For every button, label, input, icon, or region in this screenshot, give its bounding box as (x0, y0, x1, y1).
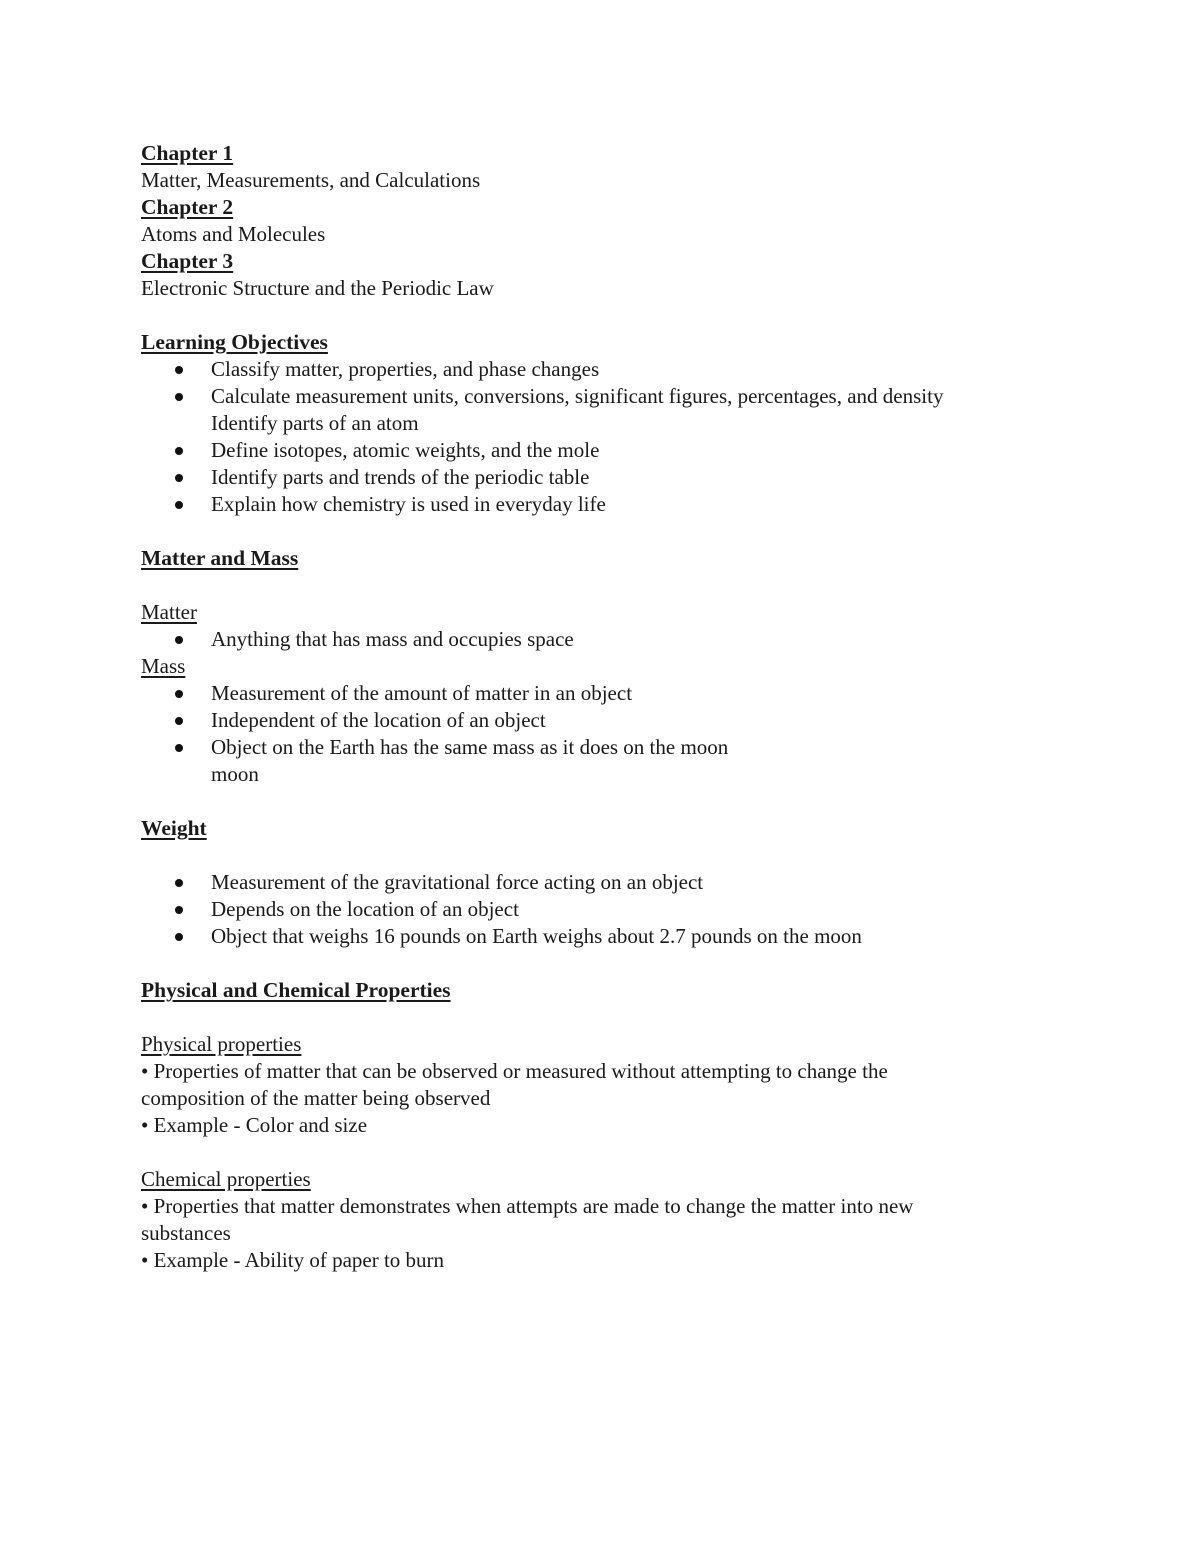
paragraph-line: • Example - Color and size (141, 1113, 368, 1137)
chapter-2-title: Atoms and Molecules (141, 222, 326, 246)
learning-objectives-list-cont (141, 437, 1061, 518)
paragraph-line: composition of the matter being observed (141, 1086, 491, 1110)
weight-heading: Weight (141, 816, 207, 840)
chapter-3-title: Electronic Structure and the Periodic Law (141, 276, 494, 300)
bullet-icon (175, 474, 183, 482)
bullet-icon (175, 393, 183, 401)
bullet-icon (175, 933, 183, 941)
list-item: Depends on the location of an object (141, 896, 1061, 923)
bullet-icon (175, 366, 183, 374)
chemical-properties-subheading: Chemical properties (141, 1167, 311, 1191)
bullet-icon (175, 447, 183, 455)
paragraph-line: • Example - Ability of paper to burn (141, 1248, 445, 1272)
list-item-continuation: moon (211, 762, 259, 786)
bullet-icon (175, 879, 183, 887)
list-item: Anything that has mass and occupies space (141, 626, 1061, 653)
bullet-icon (175, 744, 183, 752)
paragraph-line: • Properties of matter that can be observed or measured without attempting to change the (141, 1059, 888, 1083)
document-page (141, 140, 1061, 1274)
list-item: Calculate measurement units, conversions, significant figures, percentages, and density (141, 383, 1061, 410)
chapter-2-heading: Chapter 2 (141, 195, 234, 219)
list-item: Measurement of the gravitational force acting on an object (141, 869, 1061, 896)
paragraph-line: substances (141, 1221, 231, 1245)
bullet-icon (175, 906, 183, 914)
list-item: Explain how chemistry is used in everyday life (141, 491, 1061, 518)
bullet-icon (175, 636, 183, 644)
matter-subheading: Matter (141, 600, 197, 624)
chapter-3-heading: Chapter 3 (141, 249, 234, 273)
properties-heading: Physical and Chemical Properties (141, 978, 451, 1002)
weight-list (141, 869, 1061, 950)
paragraph-line: • Properties that matter demonstrates when attempts are made to change the matter into new (141, 1194, 914, 1218)
list-item: Classify matter, properties, and phase changes (141, 356, 1061, 383)
chapter-1-heading: Chapter 1 (141, 141, 234, 165)
mass-subheading: Mass (141, 654, 186, 678)
bullet-icon (175, 501, 183, 509)
physical-properties-subheading: Physical properties (141, 1032, 302, 1056)
learning-objectives-list (141, 356, 1061, 410)
bullet-icon (175, 717, 183, 725)
list-item: Independent of the location of an object (141, 707, 1061, 734)
list-item: Identify parts and trends of the periodic table (141, 464, 1061, 491)
list-item: Measurement of the amount of matter in an object (141, 680, 1061, 707)
bullet-icon (175, 690, 183, 698)
matter-list (141, 626, 1061, 653)
matter-and-mass-heading: Matter and Mass (141, 546, 299, 570)
list-item: Object that weighs 16 pounds on Earth weighs about 2.7 pounds on the moon (141, 923, 1061, 950)
list-item: Object on the Earth has the same mass as it does on the moon (141, 734, 1061, 761)
learning-objectives-heading: Learning Objectives (141, 330, 328, 354)
list-item: Define isotopes, atomic weights, and the mole (141, 437, 1061, 464)
mass-list (141, 680, 1061, 761)
chapter-1-title: Matter, Measurements, and Calculations (141, 168, 481, 192)
list-item-continuation: Identify parts of an atom (211, 411, 419, 435)
